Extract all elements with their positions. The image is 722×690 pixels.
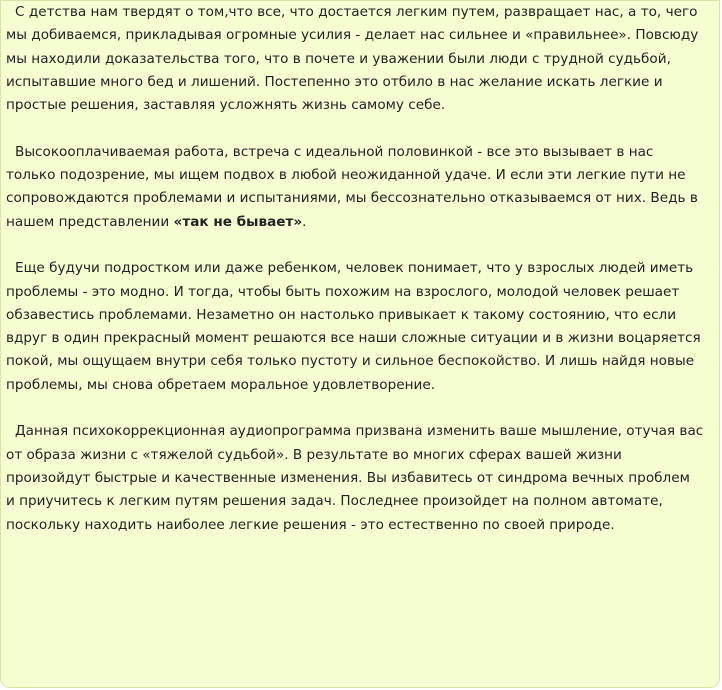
paragraph-line: проблемы, мы снова обретаем моральное удовлетворение. [6,376,436,393]
paragraph-line: простые решения, заставляя усложнять жизнь самому себе. [6,97,446,114]
paragraph-line: Еще будучи подростком или даже ребенком, человек понимает, что у взрослых людей иметь [15,260,694,277]
paragraph-line-start: нашем представлении [6,213,174,230]
paragraph-line: сопровождаются проблемами и испытаниями, мы бессознательно отказываемся от них. Ведь в [6,190,698,207]
paragraph-line: мы находили доказательства того, что в почете и уважении были люди с трудной судьбой, [6,50,671,67]
paragraph-line: проблемы - это модно. И тогда, чтобы быть похожим на взрослого, молодой человек решает [6,283,680,300]
paragraph-3 [6,257,721,397]
paragraph-2 [6,141,721,234]
paragraph-line: испытавшие много бед и лишений. Постепенно это отбило в нас желание искать легкие и [6,73,663,90]
paragraph-line: и приучитесь к легким путям решения задач. Последнее произойдет на полном автомате, [6,493,663,510]
paragraph-line: вдруг в один прекрасный момент решаются все наши сложные ситуации и в жизни воцаряется [6,330,701,347]
article-body [6,1,721,560]
paragraph-line: покой, мы ощущаем внутри себя только пустоту и сильное беспокойство. И лишь найдя новые [6,353,695,370]
paragraph-1 [6,1,721,117]
paragraph-line: поскольку находить наиболее легкие решения - это естественно по своей природе. [6,516,615,533]
paragraph-line: от образа жизни с «тяжелой судьбой». В результате во многих сферах вашей жизни [6,446,622,463]
paragraph-line: С детства нам твердят о том,что все, что достается легким путем, развращает нас, а то, чего [15,4,698,20]
bold-phrase: «так не бывает» [173,213,303,230]
paragraph-line [6,211,721,234]
paragraph-line-end: . [302,213,307,230]
paragraph-line: Данная психокоррекционная аудиопрограмма призвана изменить ваше мышление, отучая вас [15,423,704,440]
paragraph-line: обзавестись проблемами. Незаметно он настолько привыкает к такому состоянию, что если [6,306,677,323]
paragraph-line: произойдут быстрые и качественные изменения. Вы избавитесь от синдрома вечных проблем [6,469,690,486]
paragraph-line: мы добиваемся, прикладывая огромные усилия - делает нас сильнее и «правильнее». Повсюду [6,27,699,44]
paragraph-line: только подозрение, мы ищем подвох в любой неожиданной удаче. И если эти легкие пути не [6,167,686,184]
paragraph-line: Высокооплачиваемая работа, встреча с идеальной половинкой - все это вызывает в нас [15,143,654,160]
paragraph-4 [6,420,721,536]
